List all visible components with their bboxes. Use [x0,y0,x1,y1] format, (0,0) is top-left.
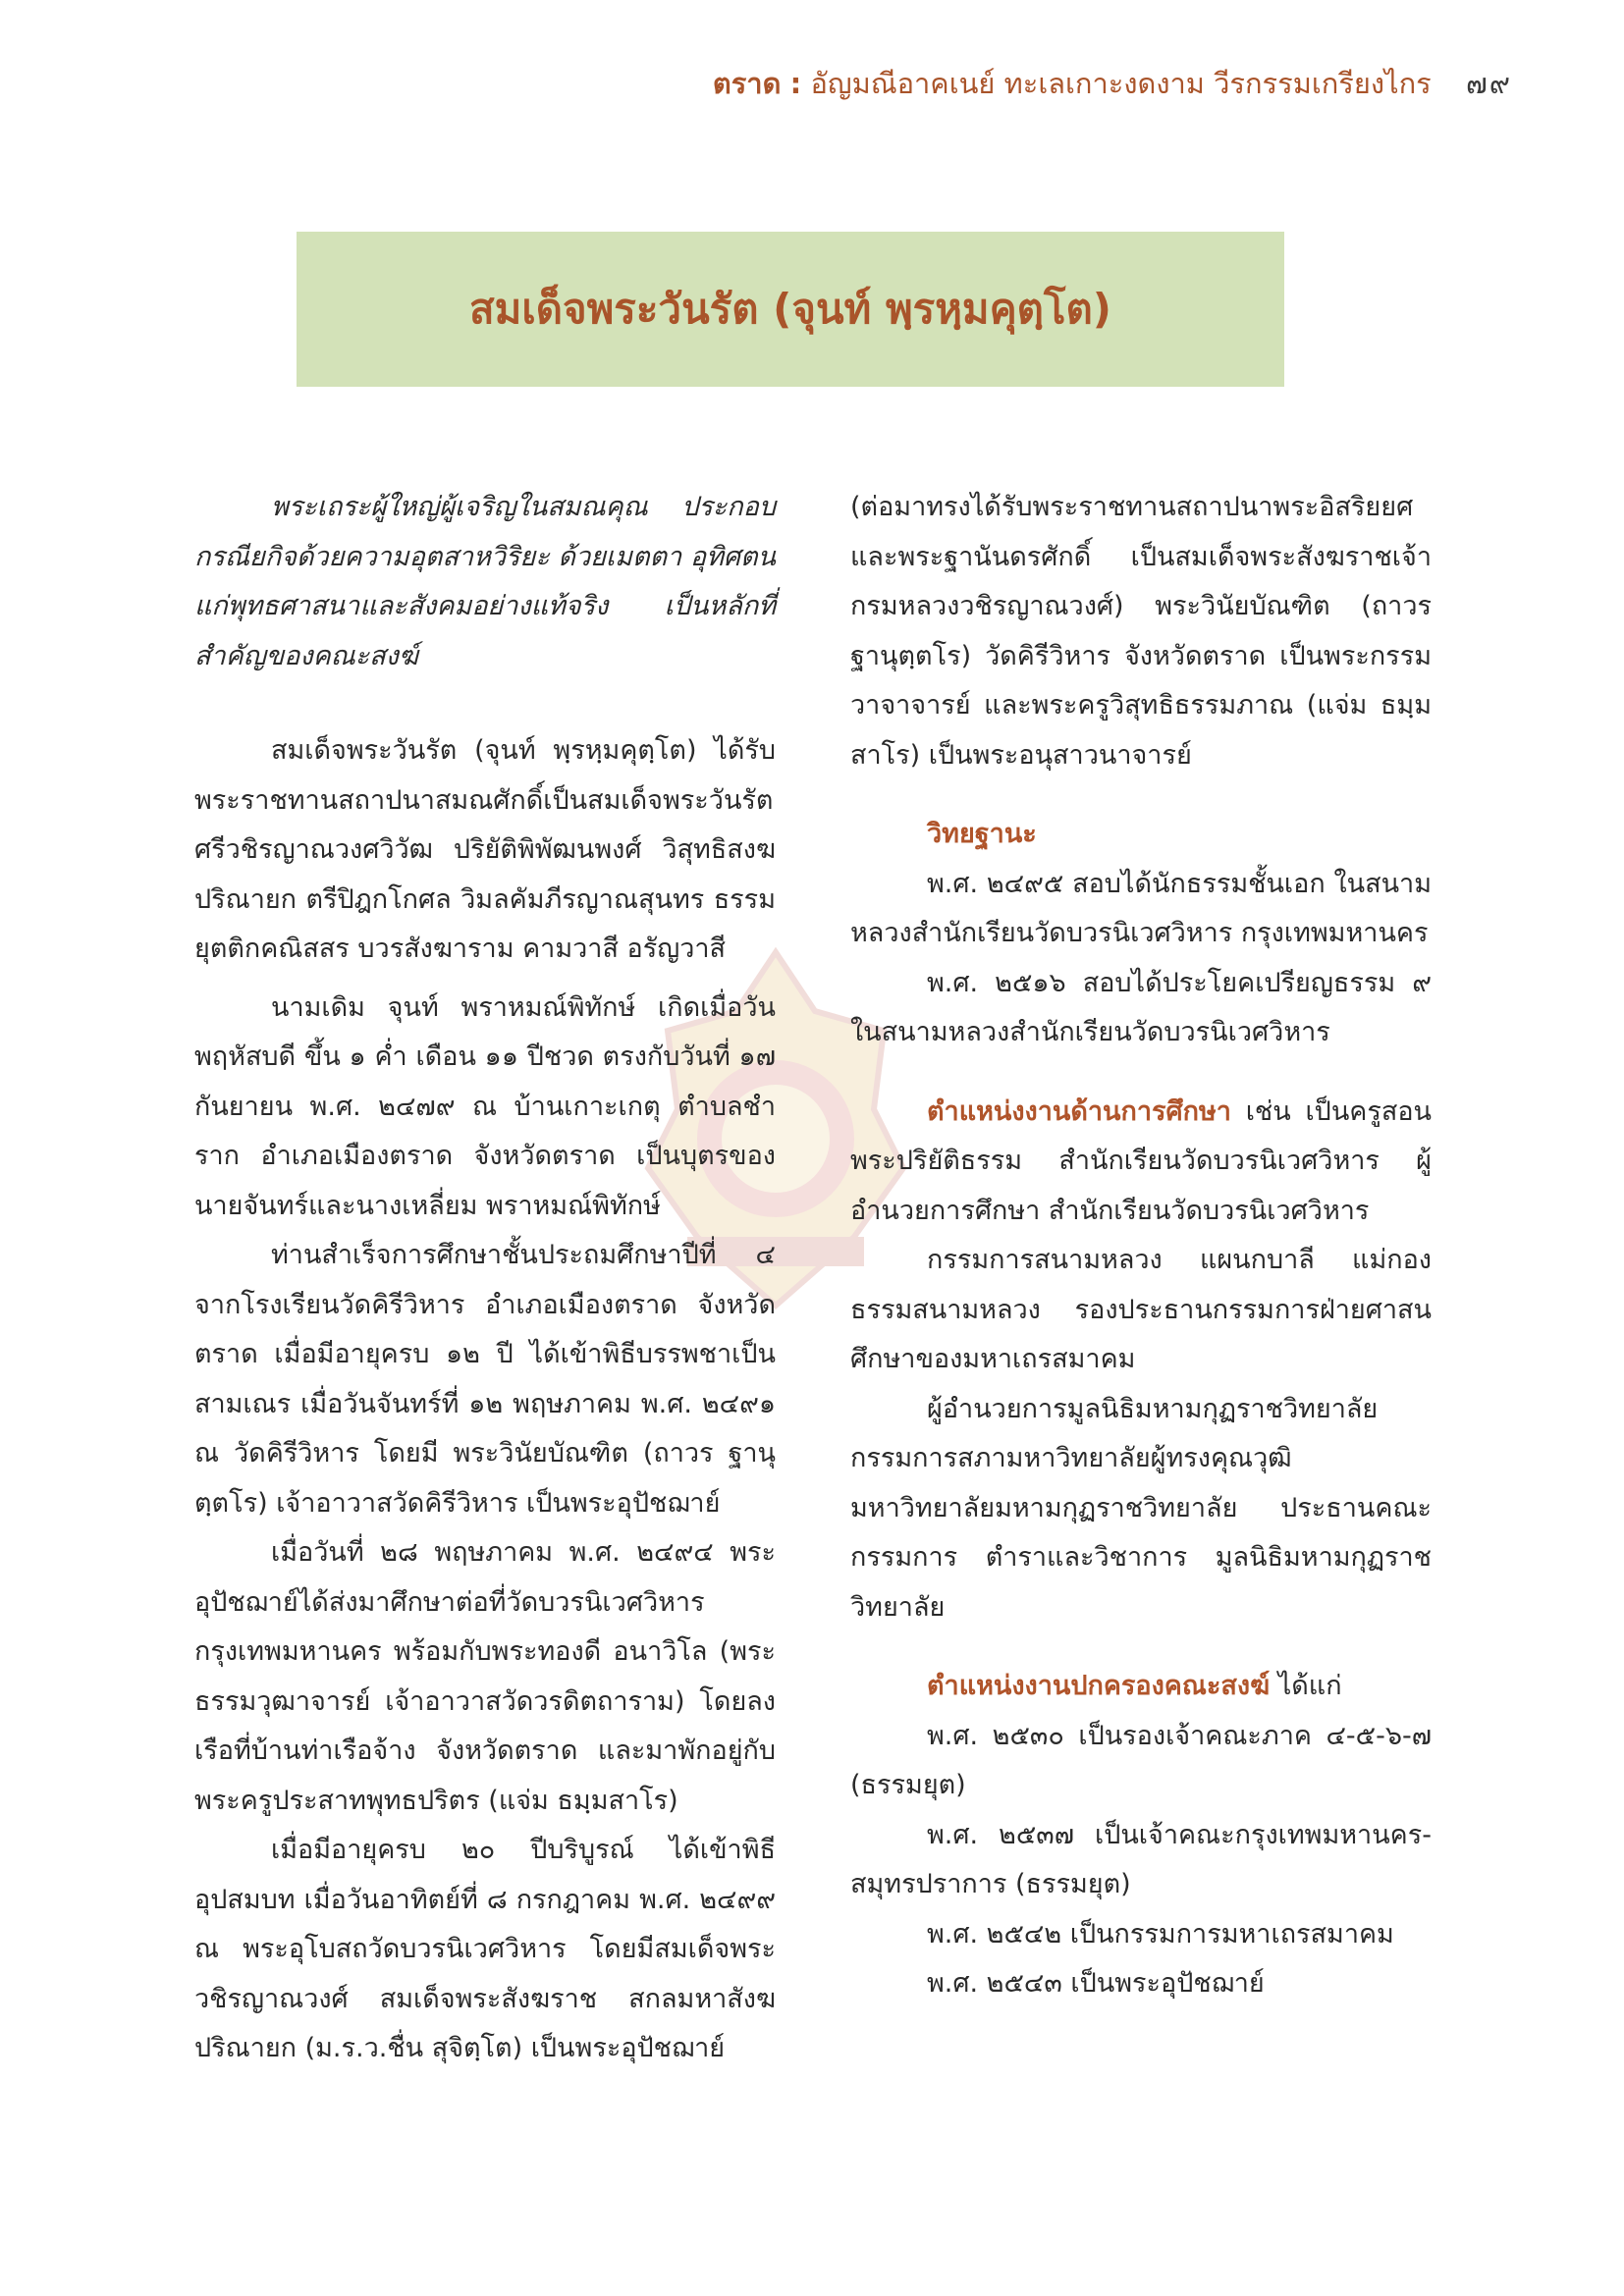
admin-position-item: พ.ศ. ๒๕๓๐ เป็นรองเจ้าคณะภาค ๔-๕-๖-๗ (ธรรมยุต) [850,1720,1432,1800]
admin-positions-suffix: ได้แก่ [1270,1671,1342,1701]
education-positions-text: เช่น เป็นครูสอนพระปริยัติธรรม สำนักเรียนวัดบวรนิเวศวิหาร ผู้อำนวยการศึกษา สำนักเรียนวัดบวรนิเวศวิหาร [850,1095,1432,1226]
intro-paragraph: พระเถระผู้ใหญ่ผู้เจริญในสมณคุณ ประกอบกรณียกิจด้วยความอุตสาหวิริยะ ด้วยเมตตา อุทิศตนแก่พุทธศาสนาและสังคมอย่างแท้จริง เป็นหลักที่สำคัญของคณะสงฆ์ [194,492,776,671]
heading-education: วิทยฐานะ [927,819,1037,849]
education-item: พ.ศ. ๒๕๑๖ สอบได้ประโยคเปรียญธรรม ๙ ในสนามหลวงสำนักเรียนวัดบวรนิเวศวิหาร [850,967,1432,1047]
header-province: ตราด [712,67,782,100]
heading-admin-positions: ตำแหน่งงานปกครองคณะสงฆ์ [927,1671,1271,1701]
paragraph-study-bangkok: เมื่อวันที่ ๒๘ พฤษภาคม พ.ศ. ๒๔๙๔ พระอุปัชฌาย์ได้ส่งมาศึกษาต่อที่วัดบวรนิเวศวิหาร กรุงเทพมหานคร พร้อมกับพระทองดี อนาวิโล (พระธรรมวุฒาจารย์ เจ้าอาวาสวัดวรดิตถาราม) โดยลงเรือที่บ้านท่าเรือจ้าง จังหวัดตราด และมาพักอยู่กับพระครูประสาทพุทธปริตร (แจ่ม ธมฺมสาโร) [194,1537,776,1816]
header-slogan: อัญมณีอาคเนย์ ทะเลเกาะงดงาม วีรกรรมเกรียงไกร [810,67,1432,100]
title-banner [297,232,1284,387]
left-column [194,483,776,2074]
paragraph-monk-ordination: เมื่อมีอายุครบ ๒๐ ปีบริบูรณ์ ได้เข้าพิธีอุปสมบท เมื่อวันอาทิตย์ที่ ๘ กรกฎาคม พ.ศ. ๒๔๙๙ ณ พระอุโบสถวัดบวรนิเวศวิหาร โดยมีสมเด็จพระวชิรญาณวงศ์ สมเด็จพระสังฆราช สกลมหาสังฆปริณายก (ม.ร.ว.ชื่น สุจิตฺโต) เป็นพระอุปัชฌาย์ [194,1835,776,2063]
page-title: สมเด็จพระวันรัต (จุนท์ พฺรหฺมคุตฺโต) [469,285,1111,333]
admin-position-item: พ.ศ. ๒๕๔๓ เป็นพระอุปัชฌาย์ [927,1968,1265,1999]
admin-position-item: พ.ศ. ๒๕๓๗ เป็นเจ้าคณะกรุงเทพมหานคร-สมุทรปราการ (ธรรมยุต) [850,1819,1432,1899]
paragraph-education-positions [850,1088,1432,1237]
admin-position-item: พ.ศ. ๒๕๔๒ เป็นกรรมการมหาเถรสมาคม [927,1918,1394,1949]
header-separator: : [789,67,802,100]
page-number: ๗๙ [1465,67,1512,100]
paragraph-continued: (ต่อมาทรงได้รับพระราชทานสถาปนาพระอิสริยยศและพระฐานันดรศักดิ์ เป็นสมเด็จพระสังฆราชเจ้า กรมหลวงวชิรญาณวงศ์) พระวินัยบัณฑิต (ถาวร ฐานุตฺตโร) วัดคิรีวิหาร จังหวัดตราด เป็นพระกรรมวาจาจารย์ และพระครูวิสุทธิธรรมภาณ (แจ่ม ธมฺมสาโร) เป็นพระอนุสาวนาจารย์ [850,492,1432,771]
education-position-item: กรรมการสนามหลวง แผนกบาลี แม่กองธรรมสนามหลวง รองประธานกรรมการฝ่ายศาสนศึกษาของมหาเถรสมาคม [850,1245,1432,1374]
paragraph-admin-positions [850,1662,1432,1712]
education-position-item: ผู้อำนวยการมูลนิธิมหามกุฏราชวิทยาลัย กรรมการสภามหาวิทยาลัยผู้ทรงคุณวุฒิ มหาวิทยาลัยมหามกุฏราชวิทยาลัย ประธานคณะกรรมการ ตำราและวิชาการ มูลนิธิมหามกุฏราชวิทยาลัย [850,1393,1432,1623]
paragraph-title-conferment: สมเด็จพระวันรัต (จุนท์ พฺรหฺมคุตฺโต) ได้รับพระราชทานสถาปนาสมณศักดิ์เป็นสมเด็จพระวันรัต ศรีวชิรญาณวงศวิวัฒ ปริยัติพิพัฒนพงศ์ วิสุทธิสงฆปริณายก ตรีปิฎกโกศล วิมลคัมภีรญาณสุนทร ธรรมยุตติกคณิสสร บวรสังฆาราม คามวาสี อรัญวาสี [194,735,776,964]
paragraph-novice-ordination: ท่านสำเร็จการศึกษาชั้นประถมศึกษาปีที่ ๔ จากโรงเรียนวัดคิรีวิหาร อำเภอเมืองตราด จังหวัดตราด เมื่อมีอายุครบ ๑๒ ปี ได้เข้าพิธีบรรพชาเป็นสามเณร เมื่อวันจันทร์ที่ ๑๒ พฤษภาคม พ.ศ. ๒๔๙๑ ณ วัดคิรีวิหาร โดยมี พระวินัยบัณฑิต (ถาวร ฐานุตฺตโร) เจ้าอาวาสวัดคิรีวิหาร เป็นพระอุปัชฌาย์ [194,1240,776,1519]
right-column [850,483,1432,2009]
heading-education-positions: ตำแหน่งงานด้านการศึกษา [927,1095,1231,1127]
paragraph-birth: นามเดิม จุนท์ พราหมณ์พิทักษ์ เกิดเมื่อวันพฤหัสบดี ขึ้น ๑ ค่ำ เดือน ๑๑ ปีชวด ตรงกับวันที่ ๑๗ กันยายน พ.ศ. ๒๔๗๙ ณ บ้านเกาะเกตุ ตำบลชำราก อำเภอเมืองตราด จังหวัดตราด เป็นบุตรของนายจันทร์และนางเหลี่ยม พราหมณ์พิทักษ์ [194,991,776,1221]
running-header [628,61,1512,106]
education-item: พ.ศ. ๒๔๙๕ สอบได้นักธรรมชั้นเอก ในสนามหลวงสำนักเรียนวัดบวรนิเวศวิหาร กรุงเทพมหานคร [850,868,1432,948]
